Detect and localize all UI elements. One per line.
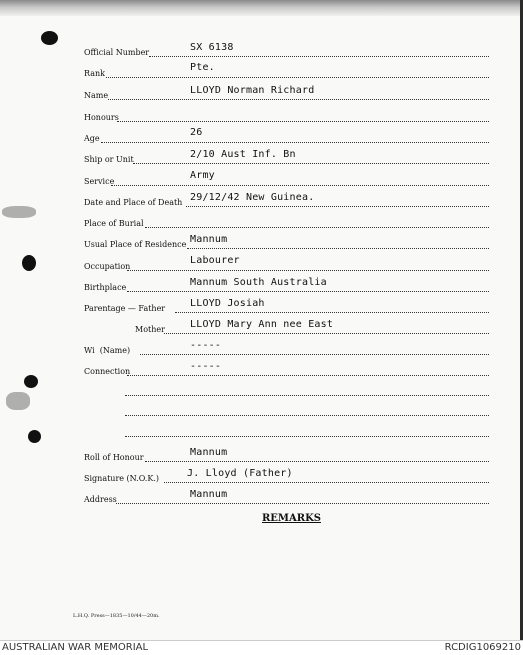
age-value: 26 [190, 127, 203, 138]
age-label: Age [84, 134, 100, 143]
mother-label: Mother [135, 325, 165, 334]
dotted-line [133, 163, 489, 164]
birthplace-label: Birthplace [84, 283, 127, 292]
address-value: Mannum [190, 489, 228, 500]
death-value: 29/12/42 New Guinea. [190, 192, 315, 203]
dotted-line [140, 354, 489, 355]
punch-hole [22, 255, 36, 271]
name-value: LLOYD Norman Richard [190, 85, 315, 96]
honours-label: Honours [84, 113, 119, 122]
roll-value: Mannum [190, 447, 228, 458]
wife-value: ----- [190, 340, 222, 351]
punch-hole [28, 430, 41, 443]
dotted-line [164, 482, 489, 483]
dotted-line [175, 312, 489, 313]
remarks-heading: REMARKS [262, 513, 321, 524]
connection-label: Connection [84, 367, 131, 376]
dotted-line [125, 436, 489, 437]
scan-smudge [2, 206, 36, 218]
scan-smudge [6, 392, 30, 410]
signature-value: J. Lloyd (Father) [187, 468, 293, 479]
dotted-line [127, 375, 489, 376]
dotted-line [108, 99, 489, 100]
dotted-line [125, 395, 489, 396]
dotted-line [116, 503, 489, 504]
printer-note: L.H.Q. Press—1835—10/44—20m. [73, 613, 160, 619]
punch-hole [41, 31, 58, 45]
official-number-value: SX 6138 [190, 42, 234, 53]
official-number-label: Official Number [84, 48, 150, 57]
mother-value: LLOYD Mary Ann nee East [190, 319, 334, 330]
name-label: Name [84, 91, 109, 100]
residence-value: Mannum [190, 234, 228, 245]
roll-label: Roll of Honour [84, 453, 144, 462]
dotted-line [106, 77, 489, 78]
service-value: Army [190, 170, 215, 181]
rank-label: Rank [84, 69, 105, 78]
dotted-line [145, 227, 489, 228]
dotted-line [101, 142, 489, 143]
dotted-line [149, 56, 489, 57]
address-label: Address [84, 495, 117, 504]
burial-label: Place of Burial [84, 219, 144, 228]
dotted-line [125, 415, 489, 416]
dotted-line [187, 248, 489, 249]
wife-label: Wi (Name) [84, 346, 131, 355]
ship-label: Ship or Unit [84, 155, 134, 164]
dotted-line [145, 461, 489, 462]
birthplace-value: Mannum South Australia [190, 277, 327, 288]
father-label: Parentage — Father [84, 304, 166, 313]
archive-id: RCDIG1069210 [444, 642, 521, 653]
dotted-line [127, 270, 489, 271]
archive-name: AUSTRALIAN WAR MEMORIAL [2, 642, 149, 653]
scan-top-band [0, 0, 523, 16]
dotted-line [127, 291, 489, 292]
residence-label: Usual Place of Residence [84, 240, 187, 249]
ship-value: 2/10 Aust Inf. Bn [190, 149, 296, 160]
death-label: Date and Place of Death [84, 198, 183, 207]
occupation-value: Labourer [190, 255, 240, 266]
father-value: LLOYD Josiah [190, 298, 265, 309]
signature-label: Signature (N.O.K.) [84, 474, 159, 483]
punch-hole [24, 375, 38, 388]
connection-value: ----- [190, 361, 222, 372]
occupation-label: Occupation [84, 262, 131, 271]
archive-footer [0, 640, 523, 655]
service-label: Service [84, 177, 115, 186]
dotted-line [164, 333, 489, 334]
dotted-line [117, 121, 489, 122]
dotted-line [186, 206, 489, 207]
dotted-line [111, 185, 489, 186]
rank-value: Pte. [190, 62, 215, 73]
